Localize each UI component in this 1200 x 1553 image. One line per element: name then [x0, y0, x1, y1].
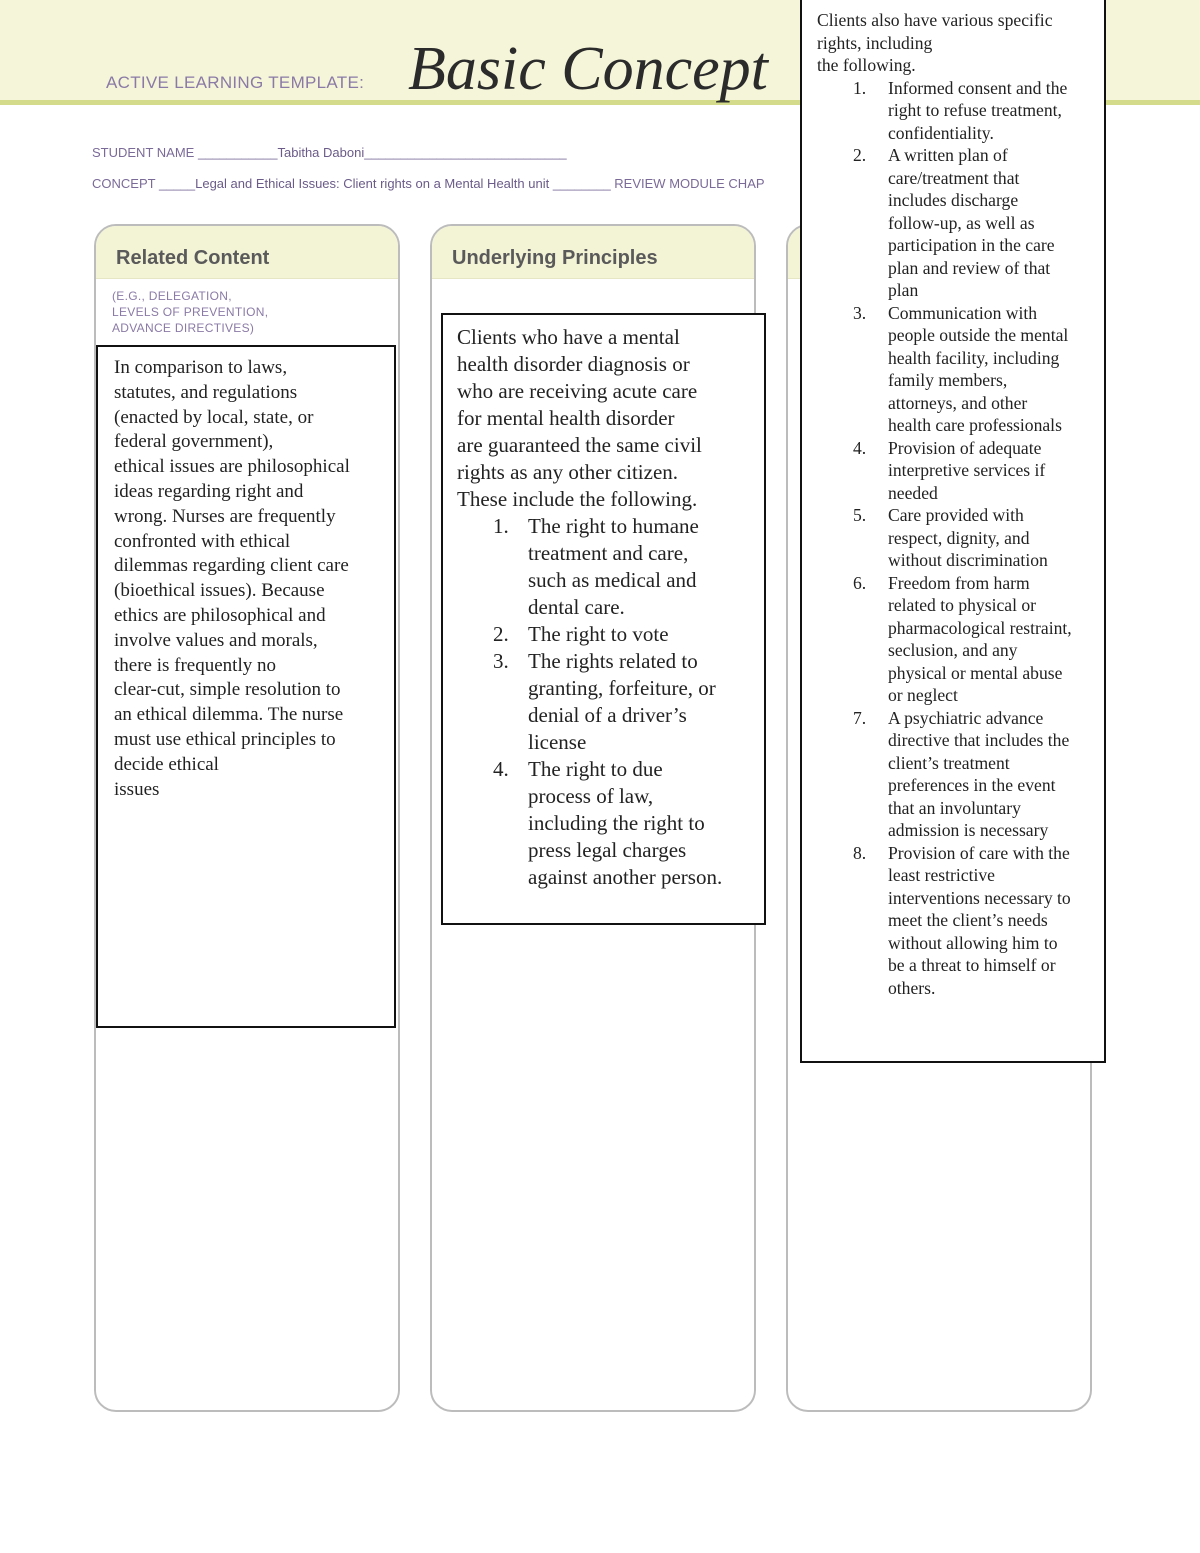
text-line: for mental health disorder	[457, 406, 675, 430]
related-content-header	[96, 226, 398, 279]
list-item	[817, 504, 1096, 572]
client-rights-textbox[interactable]	[800, 0, 1106, 1063]
list-item-line: participation in the care	[888, 235, 1055, 255]
list-item-line: Communication with	[888, 302, 1038, 323]
list-item-number: 2.	[853, 145, 867, 165]
list-item-line: client’s treatment	[888, 752, 1010, 773]
list-item-line: right to refuse treatment,	[888, 100, 1062, 120]
text-line: Clients also have various specific	[817, 10, 1053, 30]
list-item-line: related to physical or	[888, 595, 1037, 615]
list-item-line: care/treatment that	[888, 167, 1020, 188]
list-item-line: denial of a driver’s	[528, 703, 687, 727]
text-line: issues	[114, 778, 160, 800]
text-line: decide ethical	[114, 753, 219, 775]
underlying-principles-textbox[interactable]	[441, 313, 766, 925]
related-content-textbox[interactable]	[96, 345, 396, 1028]
text-line: rights as any other citizen.	[457, 460, 679, 484]
list-item-line: others.	[888, 977, 936, 998]
list-item-line: interpretive services if	[888, 460, 1046, 480]
text-line: an ethical dilemma. The nurse	[114, 704, 344, 726]
text-line: ethics are philosophical and	[114, 604, 326, 626]
text-line: confronted with ethical	[114, 530, 291, 552]
list-item-line: A written plan of	[888, 145, 1008, 165]
text-line: dilemmas regarding client care	[114, 555, 349, 577]
list-item-line: attorneys, and other	[888, 392, 1028, 413]
text-line: there is frequently no	[114, 654, 276, 676]
list-item-line: Provision of care with the	[888, 842, 1070, 863]
student-name-blank-before: ___________	[197, 145, 278, 160]
text-line: rights, including	[817, 32, 933, 53]
student-name-value: Tabitha Daboni	[277, 145, 365, 160]
list-item-number: 4.	[493, 757, 509, 781]
principles-intro	[457, 324, 756, 513]
list-item-line: Care provided with	[888, 505, 1024, 525]
list-item-line: health care professionals	[888, 415, 1062, 435]
text-line: wrong. Nurses are frequently	[114, 505, 336, 527]
list-item	[817, 144, 1096, 302]
concept-label: CONCEPT	[92, 176, 156, 191]
list-item-line: The right to humane	[528, 514, 699, 538]
list-item-line: press legal charges	[528, 838, 687, 862]
list-item-line: such as medical and	[528, 568, 697, 592]
subtitle-line: (E.G., DELEGATION,	[112, 289, 232, 303]
review-module-label: REVIEW MODULE CHAP	[614, 176, 765, 191]
list-item-line: family members,	[888, 370, 1008, 390]
list-item-line: that an involuntary	[888, 797, 1021, 818]
text-line: involve values and morals,	[114, 629, 318, 651]
text-line: ethical issues are philosophical	[114, 456, 350, 478]
student-name-line	[92, 145, 567, 160]
list-item-number: 7.	[853, 707, 867, 728]
list-item-number: 8.	[853, 842, 867, 863]
text-line: Clients who have a mental	[457, 325, 680, 349]
concept-blank-after: ________	[552, 176, 611, 191]
rights-intro	[817, 9, 1096, 77]
text-line: who are receiving acute care	[457, 379, 698, 403]
list-item-number: 5.	[853, 505, 867, 525]
text-line: are guaranteed the same civil	[457, 433, 702, 457]
concept-line	[92, 176, 765, 191]
list-item-line: Freedom from harm	[888, 572, 1030, 593]
list-item-line: meet the client’s needs	[888, 910, 1048, 930]
text-line: (bioethical issues). Because	[114, 580, 325, 602]
subtitle-line: ADVANCE DIRECTIVES)	[112, 321, 255, 335]
list-item-line: against another person.	[528, 865, 723, 889]
list-item	[817, 842, 1096, 1000]
list-item-line: health facility, including	[888, 347, 1060, 368]
list-item-line: least restrictive	[888, 865, 995, 885]
underlying-principles-title: Underlying Principles	[452, 247, 658, 269]
text-line: ideas regarding right and	[114, 480, 304, 502]
list-item	[817, 77, 1096, 145]
list-item-line: treatment and care,	[528, 541, 689, 565]
text-line: must use ethical principles to	[114, 728, 336, 750]
template-label: ACTIVE LEARNING TEMPLATE:	[106, 73, 365, 92]
list-item-number: 1.	[493, 514, 509, 538]
list-item-number: 3.	[853, 302, 867, 323]
list-item-line: Provision of adequate	[888, 437, 1042, 458]
list-item-number: 2.	[493, 622, 509, 646]
template-title: Basic Concept	[408, 35, 768, 103]
list-item-number: 6.	[853, 572, 867, 593]
list-item-line: granting, forfeiture, or	[528, 676, 716, 700]
text-line: the following.	[817, 55, 916, 75]
related-content-subtitle	[112, 288, 268, 336]
list-item-line: without allowing him to	[888, 932, 1058, 953]
list-item-line: plan and review of that	[888, 257, 1051, 278]
list-item-line: plan	[888, 280, 919, 300]
concept-blank-before: _____	[158, 176, 196, 191]
related-content-title: Related Content	[116, 247, 270, 269]
concept-value: Legal and Ethical Issues: Client rights on a Mental Health unit	[195, 176, 550, 191]
list-item-line: preferences in the event	[888, 775, 1056, 795]
list-item-line: includes discharge	[888, 190, 1019, 210]
list-item-line: be a threat to himself or	[888, 955, 1056, 975]
list-item-line: physical or mental abuse	[888, 662, 1063, 683]
subtitle-line: LEVELS OF PREVENTION,	[112, 305, 269, 319]
list-item-line: dental care.	[528, 595, 625, 619]
list-item-line: seclusion, and any	[888, 640, 1018, 660]
list-item	[457, 756, 756, 891]
list-item-line: A psychiatric advance	[888, 707, 1044, 728]
list-item	[817, 572, 1096, 707]
text-line: statutes, and regulations	[114, 381, 298, 403]
list-item-line: Informed consent and the	[888, 77, 1068, 98]
list-item-line: or neglect	[888, 685, 958, 705]
rights-list	[817, 77, 1096, 1000]
list-item-line: admission is necessary	[888, 820, 1049, 840]
list-item	[457, 513, 756, 621]
list-item-line: confidentiality.	[888, 122, 994, 143]
list-item-line: people outside the mental	[888, 325, 1069, 345]
list-item-number: 1.	[853, 77, 867, 98]
related-content-text	[114, 356, 384, 802]
text-line: (enacted by local, state, or	[114, 406, 314, 428]
list-item-number: 4.	[853, 437, 867, 458]
list-item	[817, 707, 1096, 842]
list-item-line: license	[528, 730, 587, 754]
list-item-number: 3.	[493, 649, 509, 673]
list-item-line: directive that includes the	[888, 730, 1070, 750]
list-item-line: respect, dignity, and	[888, 527, 1030, 548]
list-item-line: The right to due	[528, 757, 663, 781]
underlying-principles-header	[432, 226, 754, 279]
list-item-line: follow-up, as well as	[888, 212, 1035, 233]
list-item	[817, 302, 1096, 437]
text-line: clear-cut, simple resolution to	[114, 679, 341, 701]
text-line: health disorder diagnosis or	[457, 352, 690, 376]
text-line: These include the following.	[457, 487, 698, 511]
list-item	[457, 621, 756, 648]
list-item	[817, 437, 1096, 505]
list-item-line: interventions necessary to	[888, 887, 1071, 908]
student-name-label: STUDENT NAME	[92, 145, 195, 160]
text-line: federal government),	[114, 431, 274, 453]
list-item-line: including the right to	[528, 811, 705, 835]
list-item-line: The right to vote	[528, 622, 669, 646]
list-item-line: needed	[888, 482, 938, 503]
list-item-line: The rights related to	[528, 649, 698, 673]
principles-list	[457, 513, 756, 891]
list-item-line: process of law,	[528, 784, 654, 808]
list-item-line: pharmacological restraint,	[888, 617, 1072, 638]
list-item-line: without discrimination	[888, 550, 1048, 570]
student-name-blank-after: ____________________________	[364, 145, 567, 160]
text-line: In comparison to laws,	[114, 357, 288, 378]
list-item	[457, 648, 756, 756]
